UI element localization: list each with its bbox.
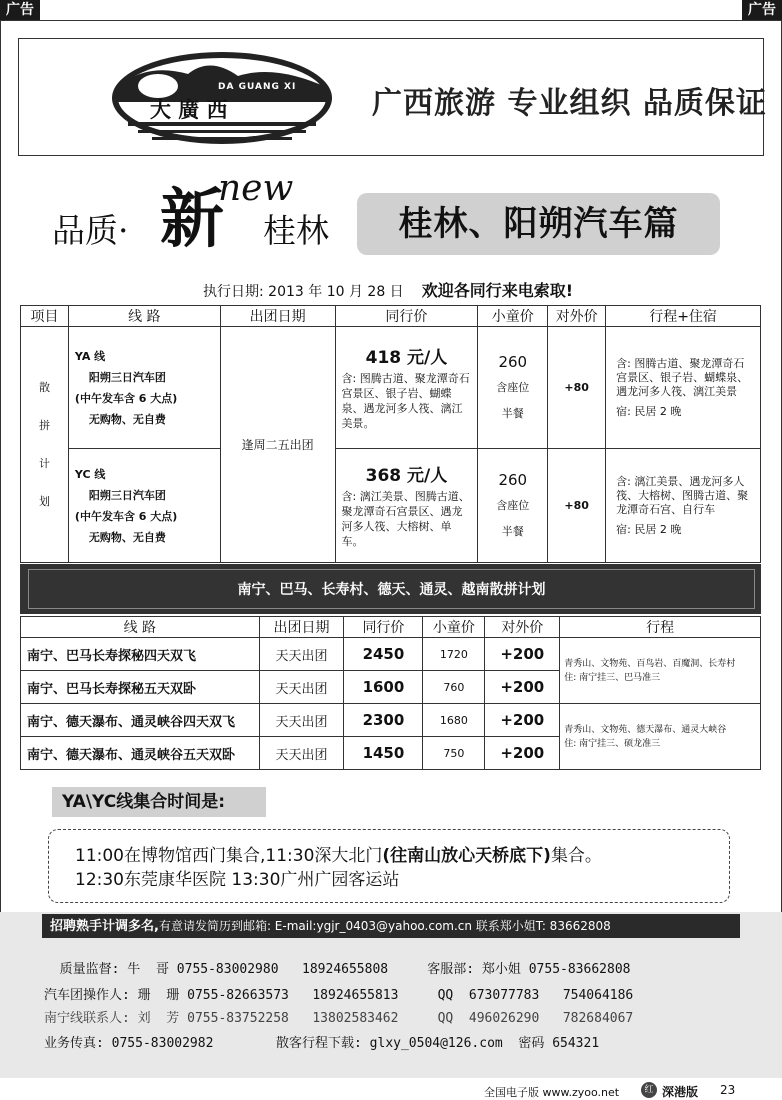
table-header [21, 306, 761, 327]
col-header: 小童价 [423, 617, 485, 638]
table-header [21, 617, 761, 638]
depart-cell: 逢周二五出团 [220, 327, 335, 563]
depart: 天天出团 [259, 638, 344, 671]
price-cell [335, 327, 478, 449]
price: 2300 [344, 704, 423, 737]
child-note: 含座位 [496, 498, 530, 512]
recruit-bar [42, 914, 740, 938]
table-row [21, 638, 761, 671]
external-price: +200 [485, 704, 560, 737]
category-char: 拼 [38, 418, 50, 432]
child-price: 1720 [423, 638, 485, 671]
col-header: 小童价 [478, 306, 548, 327]
price-value: 418 元/人 [365, 347, 448, 368]
col-header: 行程+住宿 [606, 306, 761, 327]
logo-latin: DA GUANG XI [218, 82, 297, 92]
price-value: 368 元/人 [365, 465, 448, 486]
col-header: 行程 [560, 617, 761, 638]
table-row [21, 704, 761, 737]
col-header: 线 路 [21, 617, 260, 638]
itinerary-cell [560, 704, 761, 770]
col-header: 出团日期 [220, 306, 335, 327]
nanning-table [20, 616, 761, 770]
meeting-text: 集合。 [550, 846, 602, 866]
price-desc: 含: 漓江美景、图腾古道、聚龙潭奇石宫景区、遇龙河多人筏、大榕树、单车。 [341, 489, 470, 548]
child-price: 760 [423, 671, 485, 704]
price: 1600 [344, 671, 423, 704]
section-band-title: 南宁、巴马、长寿村、德天、通灵、越南散拼计划 [28, 569, 755, 609]
meeting-text: 11:00在博物馆西门集合,11:30深大北门 [75, 846, 383, 866]
itinerary-text: 青秀山、文物苑、百鸟岩、百魔洞、长寿村 [564, 658, 736, 669]
category-char: 散 [38, 380, 50, 394]
page-title: 桂林、阳朔汽车篇 [357, 193, 720, 255]
child-cell [478, 327, 548, 449]
price-desc: 含: 图腾古道、聚龙潭奇石宫景区、银子岩、蝴蝶泉、遇龙河多人筏、漓江美景。 [341, 371, 470, 430]
heading-guilin: 桂林 [263, 211, 329, 250]
category-cell [21, 327, 69, 563]
depart: 天天出团 [259, 671, 344, 704]
route-name: 南宁、巴马长寿探秘五天双卧 [21, 671, 260, 704]
child-note: 半餐 [501, 406, 524, 420]
route-name: 南宁、德天瀑布、通灵峡谷五天双卧 [21, 737, 260, 770]
stay-text: 住: 南宁挂三、硕龙准三 [564, 738, 661, 749]
meeting-box [48, 829, 730, 903]
route-name: 南宁、巴马长寿探秘四天双飞 [21, 638, 260, 671]
depart: 天天出团 [259, 737, 344, 770]
footer-edition: 深港版 [662, 1085, 699, 1099]
footer-badge: 红 [641, 1082, 657, 1098]
footer-site: 全国电子版 www.zyoo.net [484, 1086, 620, 1099]
external-price: +200 [485, 671, 560, 704]
contact-line: 业务传真: 0755-83002982 散客行程下载: glxy_0504@126.com 密码 654321 [44, 1036, 600, 1051]
col-header: 同行价 [335, 306, 478, 327]
table-row [21, 449, 761, 563]
heading-new-script: new [218, 168, 294, 209]
stay-text: 宿: 民居 2 晚 [616, 522, 682, 536]
price: 1450 [344, 737, 423, 770]
includes-cell [606, 327, 761, 449]
child-price: 750 [423, 737, 485, 770]
child-price: 1680 [423, 704, 485, 737]
contact-line: 质量监督: 牛 哥 0755-83002980 18924655808 客服部: 郑小姐 0755-83662808 [44, 962, 631, 977]
route-code: YA 线 [74, 349, 106, 363]
guilin-table [20, 305, 761, 563]
child-price: 260 [498, 352, 528, 371]
itinerary-text: 青秀山、文物苑、德天瀑布、通灵大峡谷 [564, 724, 727, 735]
meeting-line-2: 12:30东莞康华医院 13:30广州广园客运站 [75, 870, 400, 890]
col-header: 对外价 [548, 306, 606, 327]
external-price: +80 [548, 327, 606, 449]
price: 2450 [344, 638, 423, 671]
contact-line: 汽车团操作人: 珊 珊 0755-82663573 18924655813 QQ 673077783 754064186 [44, 988, 634, 1003]
route-name: 阳朔三日汽车团 [88, 488, 166, 502]
banner-slogan: 广西旅游 专业组织 品质保证 [372, 86, 767, 121]
price-cell [335, 449, 478, 563]
includes-cell [606, 449, 761, 563]
page-number: 23 [720, 1083, 736, 1097]
route-name: 南宁、德天瀑布、通灵峡谷四天双飞 [21, 704, 260, 737]
route-code: YC 线 [74, 467, 106, 481]
logo-chinese: 大 廣 西 [150, 97, 228, 122]
category-char: 计 [38, 456, 50, 470]
depart: 天天出团 [259, 704, 344, 737]
category-char: 划 [38, 494, 50, 508]
col-header: 对外价 [485, 617, 560, 638]
exec-note: 欢迎各同行来电索取! [421, 281, 573, 300]
stay-text: 住: 南宁挂三、巴马准三 [564, 672, 661, 683]
assemble-title: YA\YC线集合时间是: [52, 787, 266, 817]
ad-label-left: 广告 [0, 0, 40, 20]
includes-text: 含: 漓江美景、遇龙河多人筏、大榕树、图腾古道、聚龙潭奇石宫、自行车 [616, 474, 749, 516]
ad-label-right: 广告 [742, 0, 782, 20]
external-price: +200 [485, 638, 560, 671]
table-row [21, 327, 761, 449]
external-price: +80 [548, 449, 606, 563]
col-header: 同行价 [344, 617, 423, 638]
recruit-text: 有意请发简历到邮箱: E-mail:ygjr_0403@yahoo.com.cn 联系郑小姐T: 83662808 [158, 919, 611, 933]
route-cell [68, 327, 220, 449]
route-cell [68, 449, 220, 563]
heading-xin: 新 [160, 182, 224, 257]
route-note: (中午发车含 6 大点) [74, 391, 178, 405]
col-header: 项目 [21, 306, 69, 327]
route-note: (中午发车含 6 大点) [74, 509, 178, 523]
contact-line: 南宁线联系人: 刘 芳 0755-83752258 13802583462 QQ 496026290 782684067 [44, 1011, 634, 1026]
route-policy: 无购物、无自费 [88, 412, 166, 426]
child-note: 含座位 [496, 380, 530, 394]
route-policy: 无购物、无自费 [88, 530, 166, 544]
meeting-highlight: (往南山放心天桥底下) [382, 846, 551, 866]
col-header: 出团日期 [259, 617, 344, 638]
exec-line [203, 278, 573, 301]
child-price: 260 [498, 470, 528, 489]
external-price: +200 [485, 737, 560, 770]
itinerary-cell [560, 638, 761, 704]
col-header: 线 路 [68, 306, 220, 327]
heading-quality: 品质· [52, 211, 129, 250]
includes-text: 含: 图腾古道、聚龙潭奇石宫景区、银子岩、蝴蝶泉、遇龙河多人筏、漓江美景 [616, 356, 749, 398]
recruit-heading: 招聘熟手计调多名, [50, 919, 159, 934]
route-name: 阳朔三日汽车团 [88, 370, 166, 384]
child-cell [478, 449, 548, 563]
meeting-line-1 [75, 844, 729, 868]
stay-text: 宿: 民居 2 晚 [616, 404, 682, 418]
exec-date: 执行日期: 2013 年 10 月 28 日 [203, 284, 404, 300]
child-note: 半餐 [501, 524, 524, 538]
